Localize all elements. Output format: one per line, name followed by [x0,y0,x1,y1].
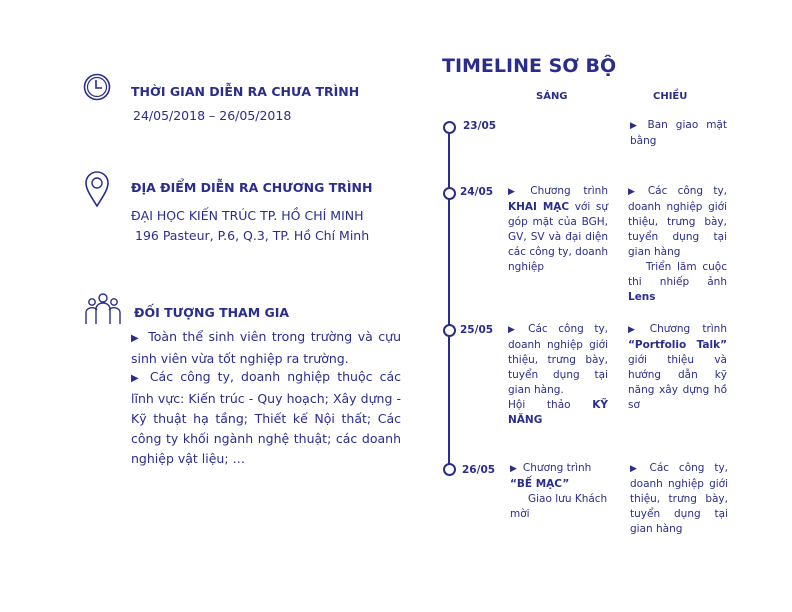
timeline-dot [443,187,456,200]
location-line1: ĐẠI HỌC KIẾN TRÚC TP. HỒ CHÍ MINH [131,208,364,223]
timeline-dot [443,463,456,476]
timeline-morning-cell: ▶ Chương trình “BẾ MẠC” Giao lưu Khách mời [510,462,608,520]
location-pin-icon [84,170,110,208]
timeline-afternoon-cell: ▶ Chương trình “Portfolio Talk” giới thiệu và hướng dẫn kỹ năng xây dựng hồ sơ [628,323,727,411]
timeline-morning-cell: ▶ Các công ty, doanh nghiệp giới thiệu, trưng bày, tuyển dụng tại gian hàng. Hội thảo KỸ NĂNG [508,323,609,426]
triangle-bullet-icon: ▶ [628,325,644,335]
timeline-afternoon-cell: ▶ Ban giao mặt bằng [630,119,727,147]
timeline-afternoon-cell: ▶ Các công ty, doanh nghiệp giới thiệu, trưng bày, tuyển dụng tại gian hàng [630,462,728,535]
column-header-morning: SÁNG [536,91,568,102]
triangle-bullet-icon: ▶ [131,333,141,344]
triangle-bullet-icon: ▶ [628,187,642,197]
location-line2: 196 Pasteur, P.6, Q.3, TP. Hồ Chí Minh [135,228,370,243]
participants-item-2: ▶ Các công ty, doanh nghiệp thuộc các lĩnh vực: Kiến trúc - Quy hoạch; Xây dựng - Kỹ thuật hạ tầng; Thiết kế Nội thất; Các công ty khối ngành nghệ thuật; các doanh nghiệp vật liệu; … [131,369,401,466]
timeline-afternoon-cell: ▶ Các công ty, doanh nghiệp giới thiệu, trưng bày, tuyển dụng tại gian hàng Triển lãm cuộc thi nhiếp ảnh Lens [628,185,727,303]
timeline-title: TIMELINE SƠ BỘ [442,55,617,77]
timeline-morning-cell: ▶ Chương trình KHAI MẠC với sự góp mặt của BGH, GV, SV và đại diện các công ty, doanh nghiệp [508,185,609,273]
time-value: 24/05/2018 – 26/05/2018 [133,108,292,123]
clock-icon [83,73,111,101]
timeline-date: 26/05 [462,464,496,476]
time-heading: THỜI GIAN DIỄN RA CHƯA TRÌNH [131,84,360,99]
location-heading: ĐỊA ĐIỂM DIỄN RA CHƯƠNG TRÌNH [131,180,373,195]
triangle-bullet-icon: ▶ [508,325,523,335]
timeline-date: 23/05 [463,120,497,132]
triangle-bullet-icon: ▶ [510,464,517,474]
column-header-afternoon: CHIỀU [653,91,688,102]
triangle-bullet-icon: ▶ [630,121,642,131]
timeline-line [448,126,450,468]
triangle-bullet-icon: ▶ [630,464,644,474]
triangle-bullet-icon: ▶ [508,187,525,197]
people-group-icon [82,292,124,326]
triangle-bullet-icon: ▶ [131,373,142,384]
timeline-date: 25/05 [460,324,494,336]
timeline-dot [443,121,456,134]
participants-heading: ĐỐI TƯỢNG THAM GIA [134,305,290,320]
timeline-date: 24/05 [460,186,494,198]
timeline-dot [443,324,456,337]
participants-item-1: ▶ Toàn thể sinh viên trong trường và cựu sinh viên vừa tốt nghiệp ra trường. [131,329,401,366]
